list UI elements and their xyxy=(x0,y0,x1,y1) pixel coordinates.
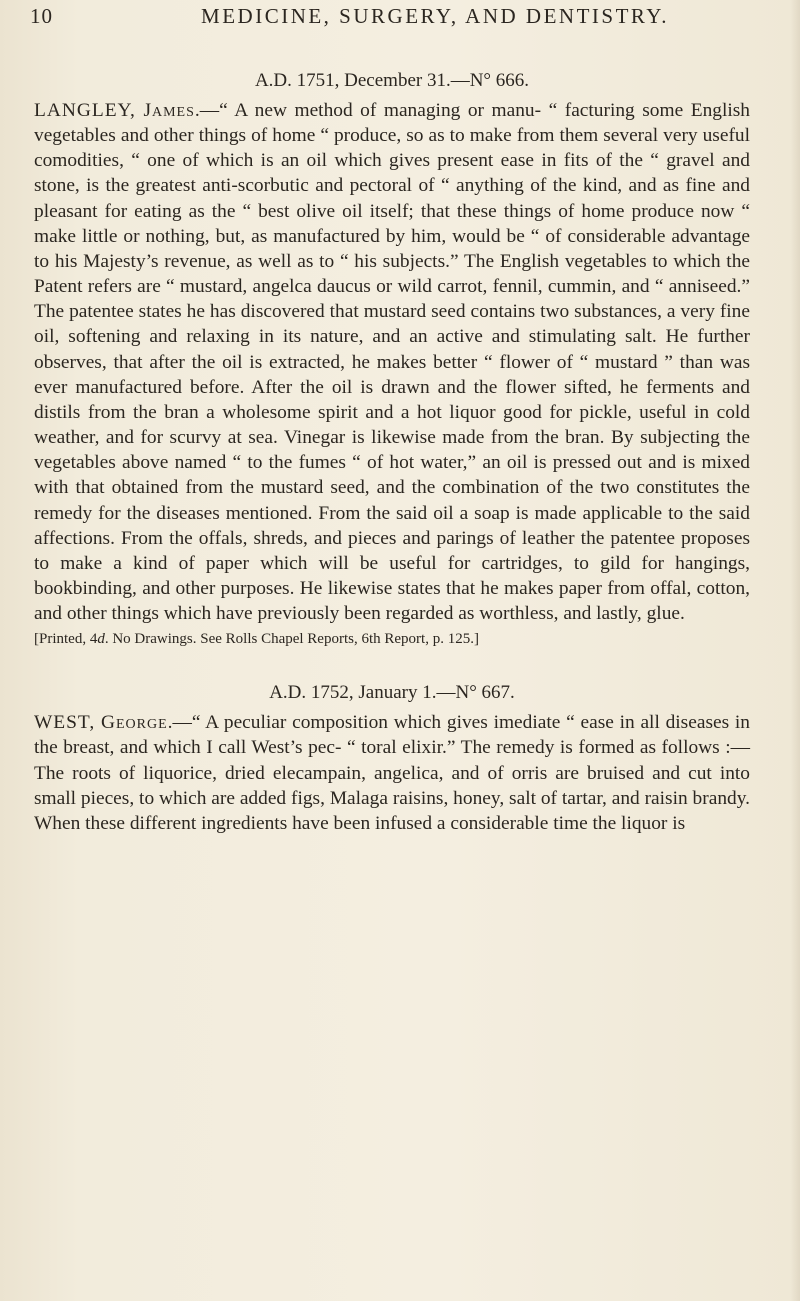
patentee-surname: LANGLEY, xyxy=(34,100,136,121)
patent-entry-667 xyxy=(34,680,750,836)
note-prefix: [Printed, 4 xyxy=(34,631,98,648)
entry-text: .—“ A new method of managing or manu- “ facturing some English vegetables and other things of home “ produce, so as to make from them several very useful comodities, “ one of which is an oil which gives present ease in fits of the “ gravel and stone, is the greatest anti-scorbutic and pectoral of “ anything of the kind, and as fine and pleasant for eating as the “ best olive oil itself; that these things of home produce now “ make little or nothing, but, as manufactured by him, would be “ of considerable advantage to his Majesty’s revenue, as well as to “ his subjects.” The English vegetables to which the Patent refers are “ mustard, angelca daucus or wild carrot, fennil, cummin, and “ anniseed.” The patentee states he has discovered that mustard seed contains two substances, a very fine oil, softening and relaxing in its nature, and an active and stimulating salt. He further observes, that after the oil is extracted, he makes better “ flower of “ mustard ” than was ever manufactured before. After the oil is drawn and the flower sifted, he ferments and distils from the bran a wholesome spirit and a hot liquor good for pickle, useful in cold weather, and for scurvy at sea. Vinegar is likewise made from the bran. By subjecting the vegetables above named “ to the fumes “ of hot water,” an oil is pressed out and is mixed with that obtained from the mustard seed, and the combination of the two constitutes the remedy for the diseases mentioned. From the said oil a soap is made applicable to the said affections. From the offals, shreds, and pieces and parings of leather the patentee proposes to make a kind of paper which will be useful for cartridges, to gild for hangings, bookbinding, and other purposes. He likewise states that he makes paper from offal, cotton, and other things which have previously been regarded as worthless, and lastly, glue. xyxy=(34,100,750,625)
entry-publication-note xyxy=(34,629,750,650)
entry-date-line: A.D. 1751, December 31.—N° 666. xyxy=(254,70,530,91)
note-rest: . No Drawings. See Rolls Chapel Reports, 6th Report, p. 125.] xyxy=(104,631,479,648)
text-column xyxy=(34,68,750,836)
entry-spacer xyxy=(34,650,750,680)
patent-entry-666 xyxy=(34,68,750,650)
page-number: 10 xyxy=(30,4,53,28)
running-head xyxy=(30,4,760,44)
patentee-given-name: James xyxy=(143,100,195,121)
entry-date-line: A.D. 1752, January 1.—N° 667. xyxy=(269,682,515,704)
patentee-surname: WEST, xyxy=(34,712,96,734)
patentee-given-name: George xyxy=(100,712,168,734)
entry-body xyxy=(34,710,750,836)
note-italic: d xyxy=(97,631,105,648)
entry-body xyxy=(34,98,750,626)
running-title: MEDICINE, SURGERY, AND DENTISTRY. xyxy=(201,4,669,28)
page-edge-shadow xyxy=(790,0,800,1301)
entry-text: .—“ A peculiar composition which gives imediate “ ease in all diseases in the breast, and which I call West’s pec- “ toral elixir.” The remedy is formed as follows :—The roots of liquorice, dried elecampain, angelica, and of orris are bruised and cut into small pieces, to which are added figs, Malaga raisins, honey, salt of tartar, and raisin brandy. When these different ingredients have been infused a considerable time the liquor is xyxy=(34,712,750,834)
